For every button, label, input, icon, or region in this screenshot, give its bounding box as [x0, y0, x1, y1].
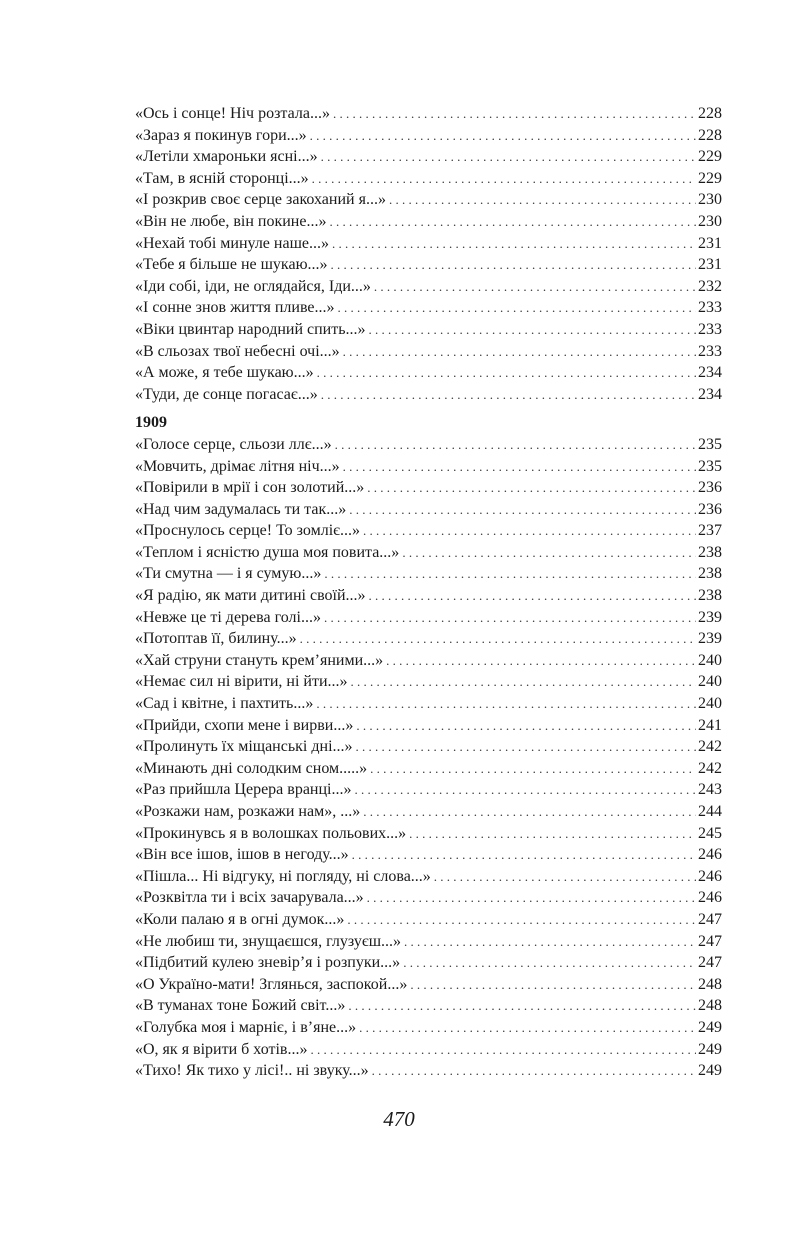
- entry-page-number: 234: [698, 364, 722, 382]
- toc-section: [135, 103, 722, 405]
- dot-leader: [352, 844, 696, 866]
- toc-entry: [135, 866, 722, 888]
- toc-entry: [135, 477, 722, 499]
- entry-page-number: 247: [698, 932, 722, 950]
- toc-entry: [135, 974, 722, 996]
- entry-page-number: 233: [698, 342, 722, 360]
- entry-title: «Минають дні солодким сном.....»: [135, 759, 368, 777]
- entry-page-number: 247: [698, 954, 722, 972]
- entry-page-number: 239: [698, 608, 722, 626]
- entry-title: «Повірили в мрії і сон золотий...»: [135, 479, 365, 497]
- dot-leader: [343, 456, 696, 478]
- entry-title: «Зараз я покинув гори...»: [135, 126, 307, 144]
- entry-title: «Хай струни стануть крем’яними...»: [135, 651, 384, 669]
- entry-page-number: 240: [698, 695, 722, 713]
- entry-page-number: 249: [698, 1018, 722, 1036]
- dot-leader: [317, 362, 696, 384]
- dot-leader: [389, 189, 696, 211]
- toc-entry: [135, 1039, 722, 1061]
- entry-title: «Нехай тобі минуле наше...»: [135, 234, 329, 252]
- entry-title: «Прийди, схопи мене і вирви...»: [135, 716, 354, 734]
- toc-entry: [135, 585, 722, 607]
- toc-entry: [135, 909, 722, 931]
- entry-page-number: 230: [698, 212, 722, 230]
- entry-page-number: 242: [698, 759, 722, 777]
- entry-title: «Ти смутна — і я сумую...»: [135, 565, 322, 583]
- toc-entry: [135, 779, 722, 801]
- toc-entry: [135, 319, 722, 341]
- toc-entry: [135, 384, 722, 406]
- section-year-heading: 1909: [135, 414, 167, 432]
- dot-leader: [409, 823, 696, 845]
- entry-title: «О Україно-мати! Зглянься, заспокой...»: [135, 975, 408, 993]
- entry-page-number: 245: [698, 824, 722, 842]
- dot-leader: [324, 607, 696, 629]
- entry-title: «О, як я вірити б хотів...»: [135, 1040, 308, 1058]
- entry-page-number: 231: [698, 256, 722, 274]
- dot-leader: [363, 801, 696, 823]
- toc-entry: [135, 297, 722, 319]
- entry-page-number: 249: [698, 1040, 722, 1058]
- dot-leader: [324, 563, 696, 585]
- toc-entry: [135, 146, 722, 168]
- toc-entry: [135, 715, 722, 737]
- entry-page-number: 237: [698, 522, 722, 540]
- toc-entry: [135, 341, 722, 363]
- entry-page-number: 232: [698, 277, 722, 295]
- entry-page-number: 244: [698, 803, 722, 820]
- toc-entry: [135, 434, 722, 456]
- entry-page-number: 229: [698, 169, 722, 187]
- dot-leader: [316, 693, 696, 715]
- dot-leader: [332, 233, 696, 255]
- dot-leader: [333, 103, 696, 125]
- toc-entry: [135, 887, 722, 909]
- entry-title: «Розкажи нам, розкажи нам», ...»: [135, 803, 361, 820]
- entry-title: «Раз прийшла Церера вранці...»: [135, 781, 352, 799]
- toc-entry: [135, 362, 722, 384]
- entry-page-number: 236: [698, 500, 722, 518]
- entry-title: «Пішла... Ні відгуку, ні погляду, ні слова...»: [135, 867, 431, 885]
- toc-entry: [135, 801, 722, 823]
- dot-leader: [310, 1039, 696, 1061]
- toc-entry: [135, 758, 722, 780]
- entry-page-number: 231: [698, 234, 722, 252]
- entry-title: «Туди, де сонце погасає...»: [135, 385, 318, 403]
- dot-leader: [370, 758, 696, 780]
- entry-title: «Немає сил ні вірити, ні йти...»: [135, 673, 348, 691]
- entry-page-number: 240: [698, 651, 722, 669]
- dot-leader: [335, 434, 696, 456]
- toc-entry: [135, 693, 722, 715]
- dot-leader: [347, 909, 696, 931]
- entry-page-number: 235: [698, 457, 722, 475]
- toc-entry: [135, 499, 722, 521]
- dot-leader: [321, 384, 696, 406]
- entry-title: «В сльозах твої небесні очі...»: [135, 342, 340, 360]
- dot-leader: [351, 671, 696, 693]
- entry-page-number: 239: [698, 630, 722, 648]
- toc-entry: [135, 1060, 722, 1082]
- entry-title: «Не любиш ти, знущаєшся, глузуєш...»: [135, 932, 402, 950]
- entry-page-number: 242: [698, 738, 722, 756]
- toc-entry: [135, 211, 722, 233]
- entry-page-number: 246: [698, 889, 722, 907]
- toc-entry: [135, 671, 722, 693]
- entry-title: «Віки цвинтар народний спить...»: [135, 320, 366, 338]
- toc-entry: [135, 823, 722, 845]
- dot-leader: [369, 319, 696, 341]
- dot-leader: [310, 125, 696, 147]
- entry-page-number: 228: [698, 126, 722, 144]
- dot-leader: [329, 211, 696, 233]
- entry-page-number: 233: [698, 299, 722, 317]
- entry-title: «Прокинувсь я в волошках польових...»: [135, 824, 407, 842]
- entry-page-number: 229: [698, 148, 722, 166]
- entry-title: «Потоптав її, билину...»: [135, 630, 297, 648]
- toc-entry: [135, 189, 722, 211]
- dot-leader: [402, 542, 696, 564]
- entry-page-number: 243: [698, 781, 722, 799]
- entry-title: «Тихо! Як тихо у лісі!.. ні звуку...»: [135, 1062, 369, 1080]
- dot-leader: [343, 341, 696, 363]
- dot-leader: [372, 1060, 696, 1082]
- entry-page-number: 248: [698, 975, 722, 993]
- entry-page-number: 235: [698, 435, 722, 453]
- dot-leader: [359, 1017, 696, 1039]
- dot-leader: [356, 715, 696, 737]
- entry-page-number: 238: [698, 543, 722, 561]
- page-number: 470: [383, 1107, 415, 1131]
- dot-leader: [355, 779, 697, 801]
- toc-entry: [135, 563, 722, 585]
- dot-leader: [331, 254, 696, 276]
- entry-page-number: 230: [698, 191, 722, 209]
- toc-entry: [135, 233, 722, 255]
- dot-leader: [386, 650, 696, 672]
- dot-leader: [404, 931, 696, 953]
- entry-title: «Тебе я більше не шукаю...»: [135, 256, 328, 274]
- entry-page-number: 238: [698, 587, 722, 605]
- entry-title: «В туманах тоне Божий світ...»: [135, 997, 346, 1015]
- entry-page-number: 236: [698, 479, 722, 497]
- entry-title: «Теплом і ясністю душа моя повита...»: [135, 543, 400, 561]
- toc-entry: [135, 276, 722, 298]
- entry-title: «Мовчить, дрімає літня ніч...»: [135, 457, 340, 475]
- dot-leader: [367, 887, 696, 909]
- toc-entry: [135, 168, 722, 190]
- table-of-contents: [135, 103, 722, 1082]
- dot-leader: [374, 276, 696, 298]
- dot-leader: [363, 520, 696, 542]
- dot-leader: [349, 499, 696, 521]
- dot-leader: [434, 866, 696, 888]
- entry-title: «Підбитий кулею зневір’я і розпуки...»: [135, 954, 401, 972]
- entry-title: «Розквітла ти і всіх зачарувала...»: [135, 889, 364, 907]
- entry-page-number: 249: [698, 1062, 722, 1080]
- entry-title: «Він не любе, він покине...»: [135, 212, 327, 230]
- entry-title: «Ось і сонце! Ніч розтала...»: [135, 105, 330, 122]
- toc-entry: [135, 736, 722, 758]
- toc-entry: [135, 628, 722, 650]
- entry-title: «І сонне знов життя пливе...»: [135, 299, 335, 317]
- entry-title: «А може, я тебе шукаю...»: [135, 364, 314, 382]
- toc-entry: [135, 254, 722, 276]
- dot-leader: [321, 146, 696, 168]
- entry-page-number: 234: [698, 385, 722, 403]
- dot-leader: [300, 628, 696, 650]
- entry-page-number: 248: [698, 997, 722, 1015]
- toc-entry: [135, 650, 722, 672]
- entry-title: «Голосе серце, сльози ллє...»: [135, 435, 332, 453]
- entry-page-number: 238: [698, 565, 722, 583]
- toc-entry: [135, 125, 722, 147]
- entry-title: «Він все ішов, ішов в негоду...»: [135, 846, 349, 864]
- toc-entry: [135, 542, 722, 564]
- entry-page-number: 246: [698, 846, 722, 864]
- entry-title: «Летіли хмароньки ясні...»: [135, 148, 318, 166]
- toc-entry: [135, 520, 722, 542]
- toc-section: [135, 412, 722, 1081]
- entry-page-number: 228: [698, 105, 722, 122]
- entry-title: «Пролинуть їх міщанські дні...»: [135, 738, 353, 756]
- toc-entry: [135, 1017, 722, 1039]
- entry-title: «Над чим задумалась ти так...»: [135, 500, 347, 518]
- dot-leader: [410, 974, 696, 996]
- toc-entry: [135, 952, 722, 974]
- entry-title: «Коли палаю я в огні думок...»: [135, 910, 345, 928]
- entry-page-number: 241: [698, 716, 722, 734]
- toc-entry: [135, 607, 722, 629]
- entry-title: «Там, в ясній сторонці...»: [135, 169, 309, 187]
- toc-entry: [135, 844, 722, 866]
- entry-title: «Сад і квітне, і пахтить...»: [135, 695, 314, 713]
- entry-title: «Невже це ті дерева голі...»: [135, 608, 321, 626]
- entry-title: «Голубка моя і марніє, і в’яне...»: [135, 1018, 357, 1036]
- dot-leader: [312, 168, 696, 190]
- entry-title: «Іди собі, іди, не оглядайся, Іди...»: [135, 277, 371, 295]
- dot-leader: [356, 736, 696, 758]
- entry-page-number: 246: [698, 867, 722, 885]
- dot-leader: [369, 585, 696, 607]
- entry-title: «Проснулось серце! То зомліє...»: [135, 522, 360, 540]
- dot-leader: [338, 297, 696, 319]
- entry-page-number: 233: [698, 320, 722, 338]
- toc-entry: [135, 931, 722, 953]
- toc-entry: [135, 995, 722, 1017]
- dot-leader: [348, 995, 696, 1017]
- entry-title: «І розкрив своє серце закоханий я...»: [135, 191, 386, 209]
- dot-leader: [367, 477, 696, 499]
- entry-page-number: 247: [698, 910, 722, 928]
- entry-page-number: 240: [698, 673, 722, 691]
- toc-entry: [135, 103, 722, 125]
- toc-entry: [135, 456, 722, 478]
- entry-title: «Я радію, як мати дитині своїй...»: [135, 587, 366, 605]
- dot-leader: [403, 952, 696, 974]
